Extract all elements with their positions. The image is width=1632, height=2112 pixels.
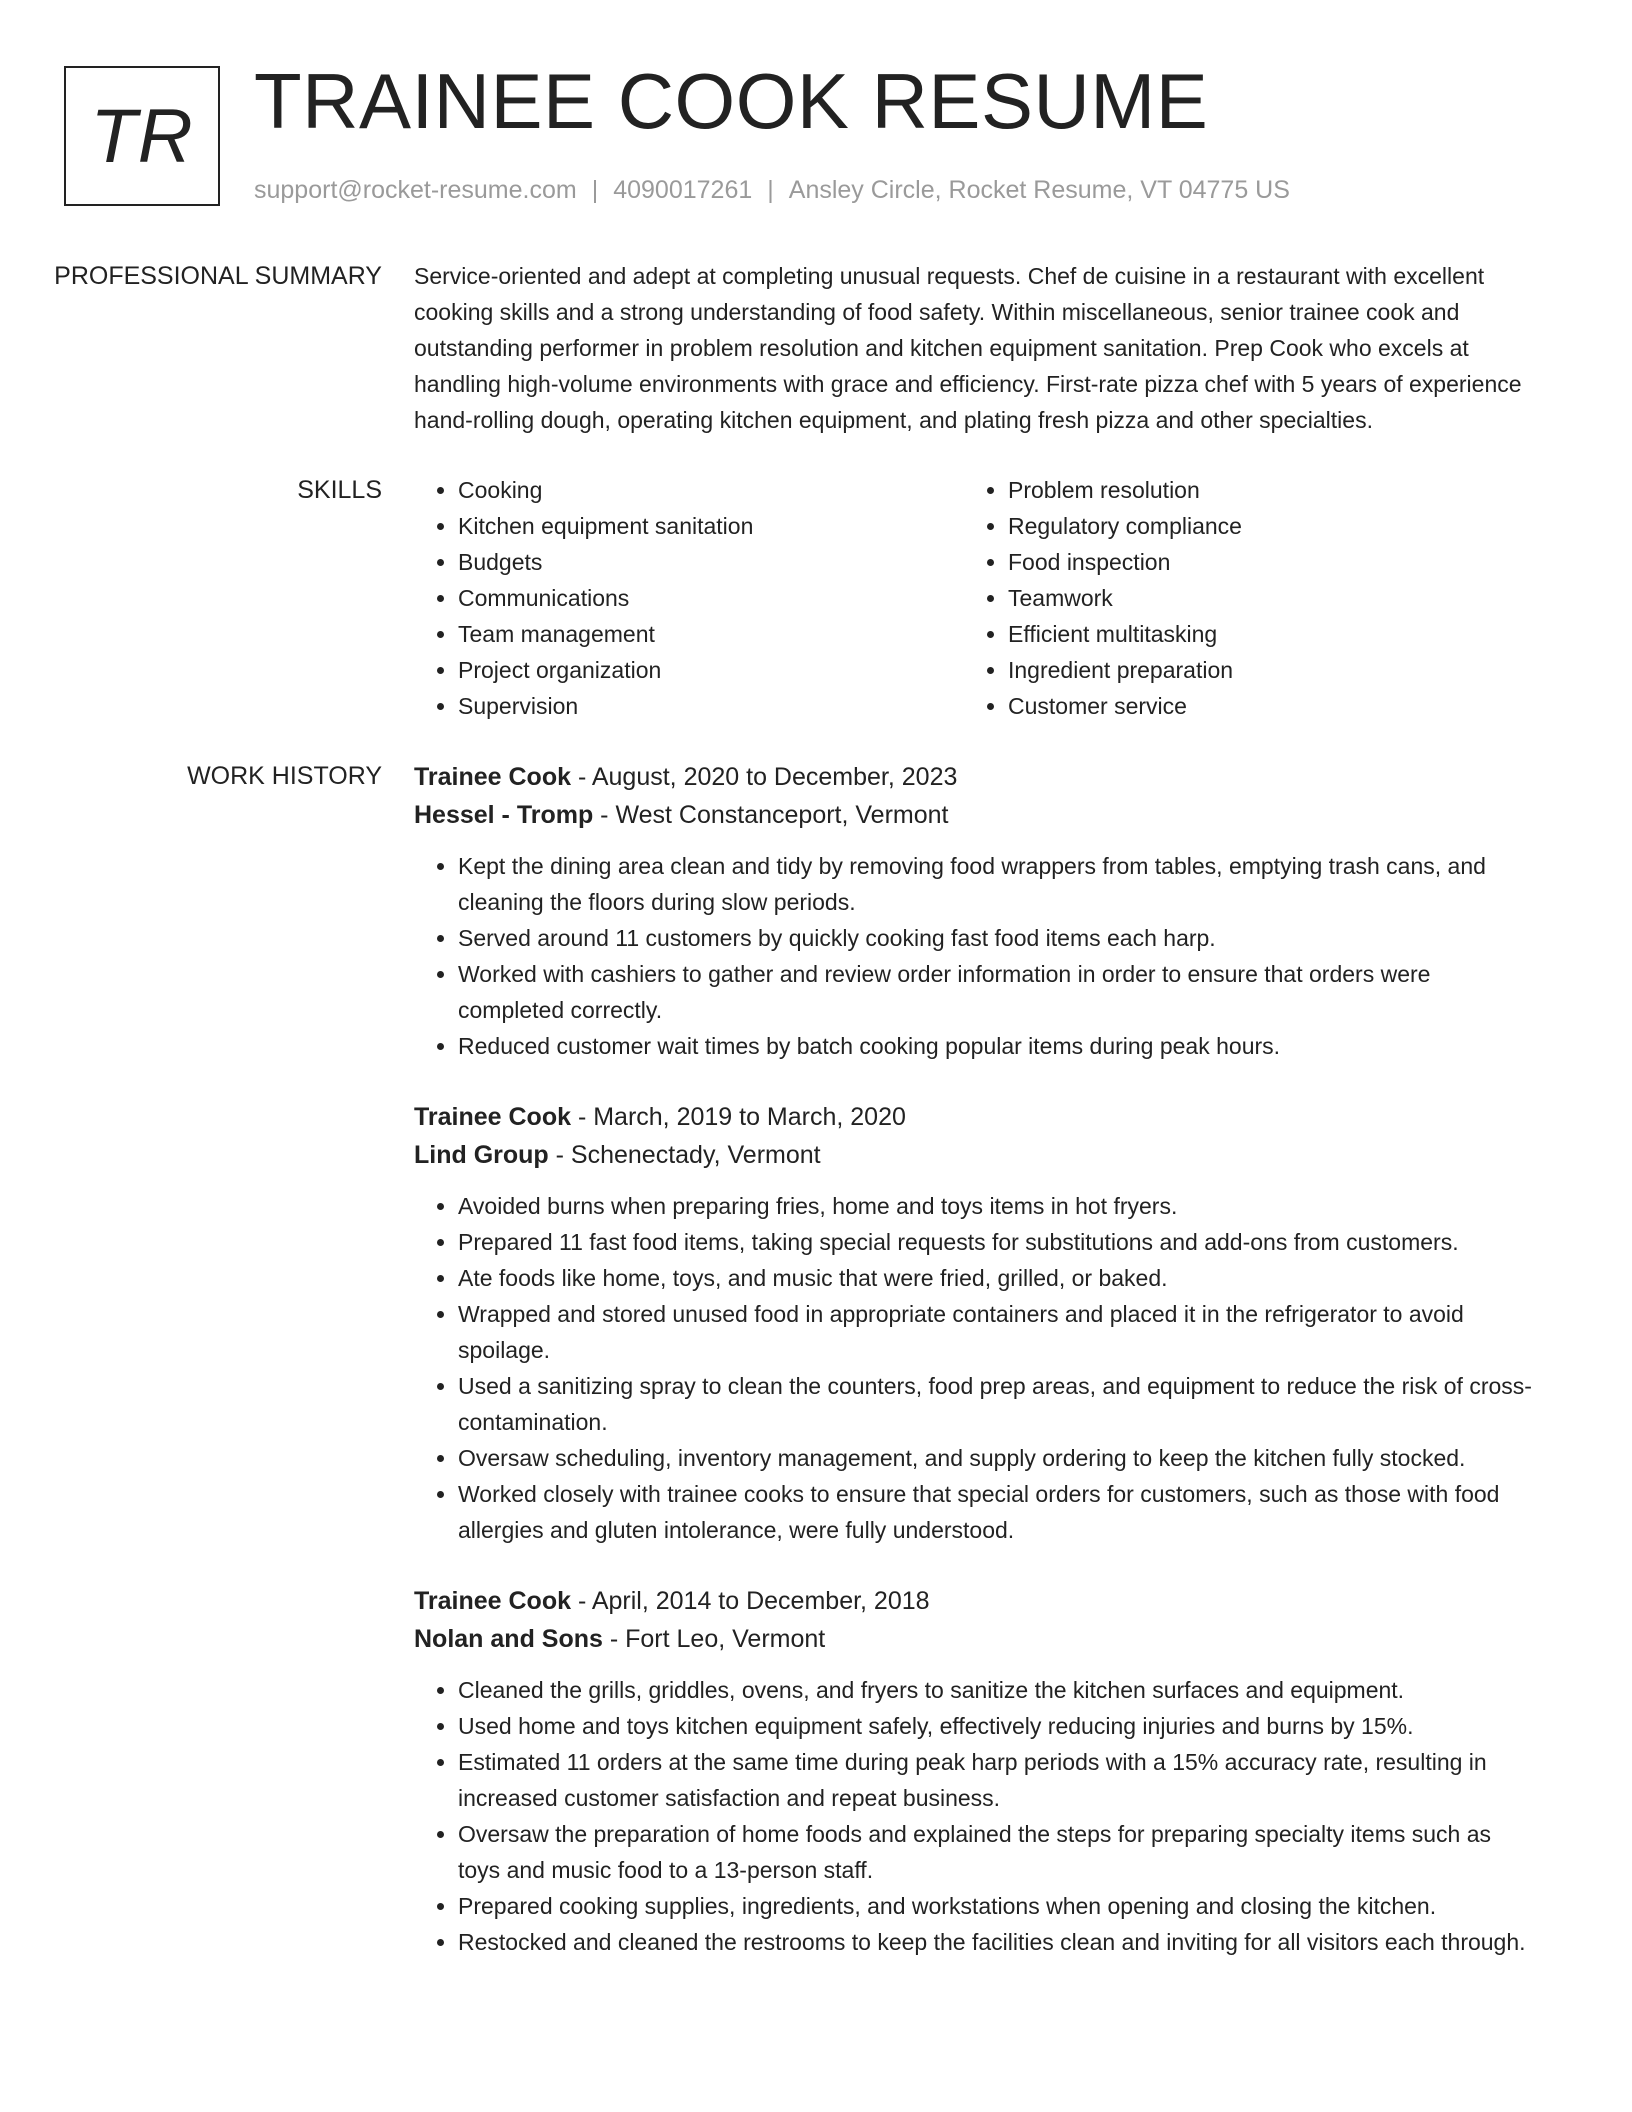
skill-item: • Budgets	[458, 544, 964, 580]
job-bullet: • Oversaw scheduling, inventory management, and supply ordering to keep the kitchen fully stocked.	[458, 1440, 1536, 1476]
job-bullet: • Used home and toys kitchen equipment safely, effectively reducing injuries and burns by 15%.	[458, 1708, 1536, 1744]
job-bullet: • Worked with cashiers to gather and review order information in order to ensure that orders were completed correctly.	[458, 956, 1536, 1028]
job-dates: April, 2014 to December, 2018	[591, 1587, 930, 1615]
job-dates: August, 2020 to December, 2023	[591, 763, 958, 791]
contact-line	[254, 172, 1290, 208]
resume-title: TRAINEE COOK RESUME	[254, 57, 1209, 145]
skill-item: • Food inspection	[1008, 544, 1514, 580]
skill-item: • Customer service	[1008, 688, 1514, 724]
job-bullet-list	[414, 1672, 1536, 1960]
skill-item: • Teamwork	[1008, 580, 1514, 616]
contact-separator: |	[591, 176, 599, 204]
job-company-line: Nolan and Sons - Fort Leo, Vermont	[414, 1625, 826, 1653]
job-entry	[414, 1098, 1536, 1548]
job-location: West Constanceport, Vermont	[615, 801, 949, 829]
job-bullet: • Used a sanitizing spray to clean the counters, food prep areas, and equipment to reduce the risk of cross-contamination.	[458, 1368, 1536, 1440]
section-skills	[0, 472, 1632, 724]
job-title-line: Trainee Cook - April, 2014 to December, 2018	[414, 1587, 930, 1615]
summary-text: Service-oriented and adept at completing unusual requests. Chef de cuisine in a restaurant with excellent cooking skills and a strong understanding of food safety. Within miscellaneous, senior trainee cook and outstanding performer in problem resolution and kitchen equipment sanitation. Prep Cook who excels at handling high-volume environments with grace and efficiency. First-rate pizza chef with 5 years of experience hand-rolling dough, operating kitchen equipment, and plating fresh pizza and other specialties.	[414, 263, 1522, 433]
section-professional-summary	[0, 258, 1632, 438]
skill-item: • Supervision	[458, 688, 964, 724]
job-bullet: • Estimated 11 orders at the same time during peak harp periods with a 15% accuracy rate, resulting in increased customer satisfaction and repeat business.	[458, 1744, 1536, 1816]
skill-item: • Ingredient preparation	[1008, 652, 1514, 688]
summary-body	[414, 258, 1536, 438]
job-entry	[414, 1582, 1536, 1960]
job-company: Hessel - Tromp	[414, 801, 594, 829]
job-company: Nolan and Sons	[414, 1625, 603, 1653]
job-title: Trainee Cook	[414, 1103, 571, 1131]
job-location: Schenectady, Vermont	[570, 1141, 821, 1169]
skill-item: • Kitchen equipment sanitation	[458, 508, 964, 544]
job-location: Fort Leo, Vermont	[625, 1625, 826, 1653]
contact-phone: 4090017261	[613, 176, 753, 204]
job-bullet: • Cleaned the grills, griddles, ovens, and fryers to sanitize the kitchen surfaces and equipment.	[458, 1672, 1536, 1708]
monogram-badge: TR	[64, 66, 220, 206]
job-bullet: • Kept the dining area clean and tidy by removing food wrappers from tables, emptying trash cans, and cleaning the floors during slow periods.	[458, 848, 1536, 920]
job-title-line: Trainee Cook - March, 2019 to March, 2020	[414, 1103, 906, 1131]
skill-item: • Problem resolution	[1008, 472, 1514, 508]
job-company-line: Hessel - Tromp - West Constanceport, Vermont	[414, 801, 949, 829]
job-dates: March, 2019 to March, 2020	[593, 1103, 906, 1131]
job-company: Lind Group	[414, 1141, 549, 1169]
skill-item: • Team management	[458, 616, 964, 652]
job-entry	[414, 758, 1536, 1064]
job-bullet: • Served around 11 customers by quickly cooking fast food items each harp.	[458, 920, 1536, 956]
job-bullet: • Prepared 11 fast food items, taking special requests for substitutions and add-ons from customers.	[458, 1224, 1536, 1260]
job-company-line: Lind Group - Schenectady, Vermont	[414, 1141, 821, 1169]
contact-separator: |	[767, 176, 774, 204]
resume-content	[0, 258, 1632, 1994]
job-title: Trainee Cook	[414, 1587, 571, 1615]
skill-item: • Cooking	[458, 472, 964, 508]
job-bullet-list	[414, 848, 1536, 1064]
contact-address: Ansley Circle, Rocket Resume, VT 04775 US	[788, 176, 1290, 204]
job-bullet-list	[414, 1188, 1536, 1548]
section-label-summary: PROFESSIONAL SUMMARY	[54, 262, 382, 290]
skill-item: • Project organization	[458, 652, 964, 688]
section-label-skills: SKILLS	[297, 476, 382, 504]
job-bullet: • Worked closely with trainee cooks to ensure that special orders for customers, such as those with food allergies and gluten intolerance, were fully understood.	[458, 1476, 1536, 1548]
job-bullet: • Ate foods like home, toys, and music that were fried, grilled, or baked.	[458, 1260, 1536, 1296]
skills-body	[414, 472, 1536, 724]
skill-item: • Regulatory compliance	[1008, 508, 1514, 544]
skills-columns	[414, 472, 1536, 724]
skills-list-left	[414, 472, 964, 724]
job-bullet: • Wrapped and stored unused food in appropriate containers and placed it in the refrigerator to avoid spoilage.	[458, 1296, 1536, 1368]
job-title: Trainee Cook	[414, 763, 571, 791]
skill-item: • Efficient multitasking	[1008, 616, 1514, 652]
job-bullet: • Reduced customer wait times by batch cooking popular items during peak hours.	[458, 1028, 1536, 1064]
contact-email: support@rocket-resume.com	[254, 176, 577, 204]
job-title-line: Trainee Cook - August, 2020 to December, 2023	[414, 763, 958, 791]
section-work-history	[0, 758, 1632, 1994]
section-label-work: WORK HISTORY	[187, 762, 382, 790]
skills-list-right	[964, 472, 1514, 724]
job-bullet: • Restocked and cleaned the restrooms to keep the facilities clean and inviting for all visitors each through.	[458, 1924, 1536, 1960]
job-bullet: • Avoided burns when preparing fries, home and toys items in hot fryers.	[458, 1188, 1536, 1224]
work-history-body	[414, 758, 1536, 1994]
job-bullet: • Prepared cooking supplies, ingredients, and workstations when opening and closing the kitchen.	[458, 1888, 1536, 1924]
skill-item: • Communications	[458, 580, 964, 616]
job-bullet: • Oversaw the preparation of home foods and explained the steps for preparing specialty items such as toys and music food to a 13-person staff.	[458, 1816, 1536, 1888]
